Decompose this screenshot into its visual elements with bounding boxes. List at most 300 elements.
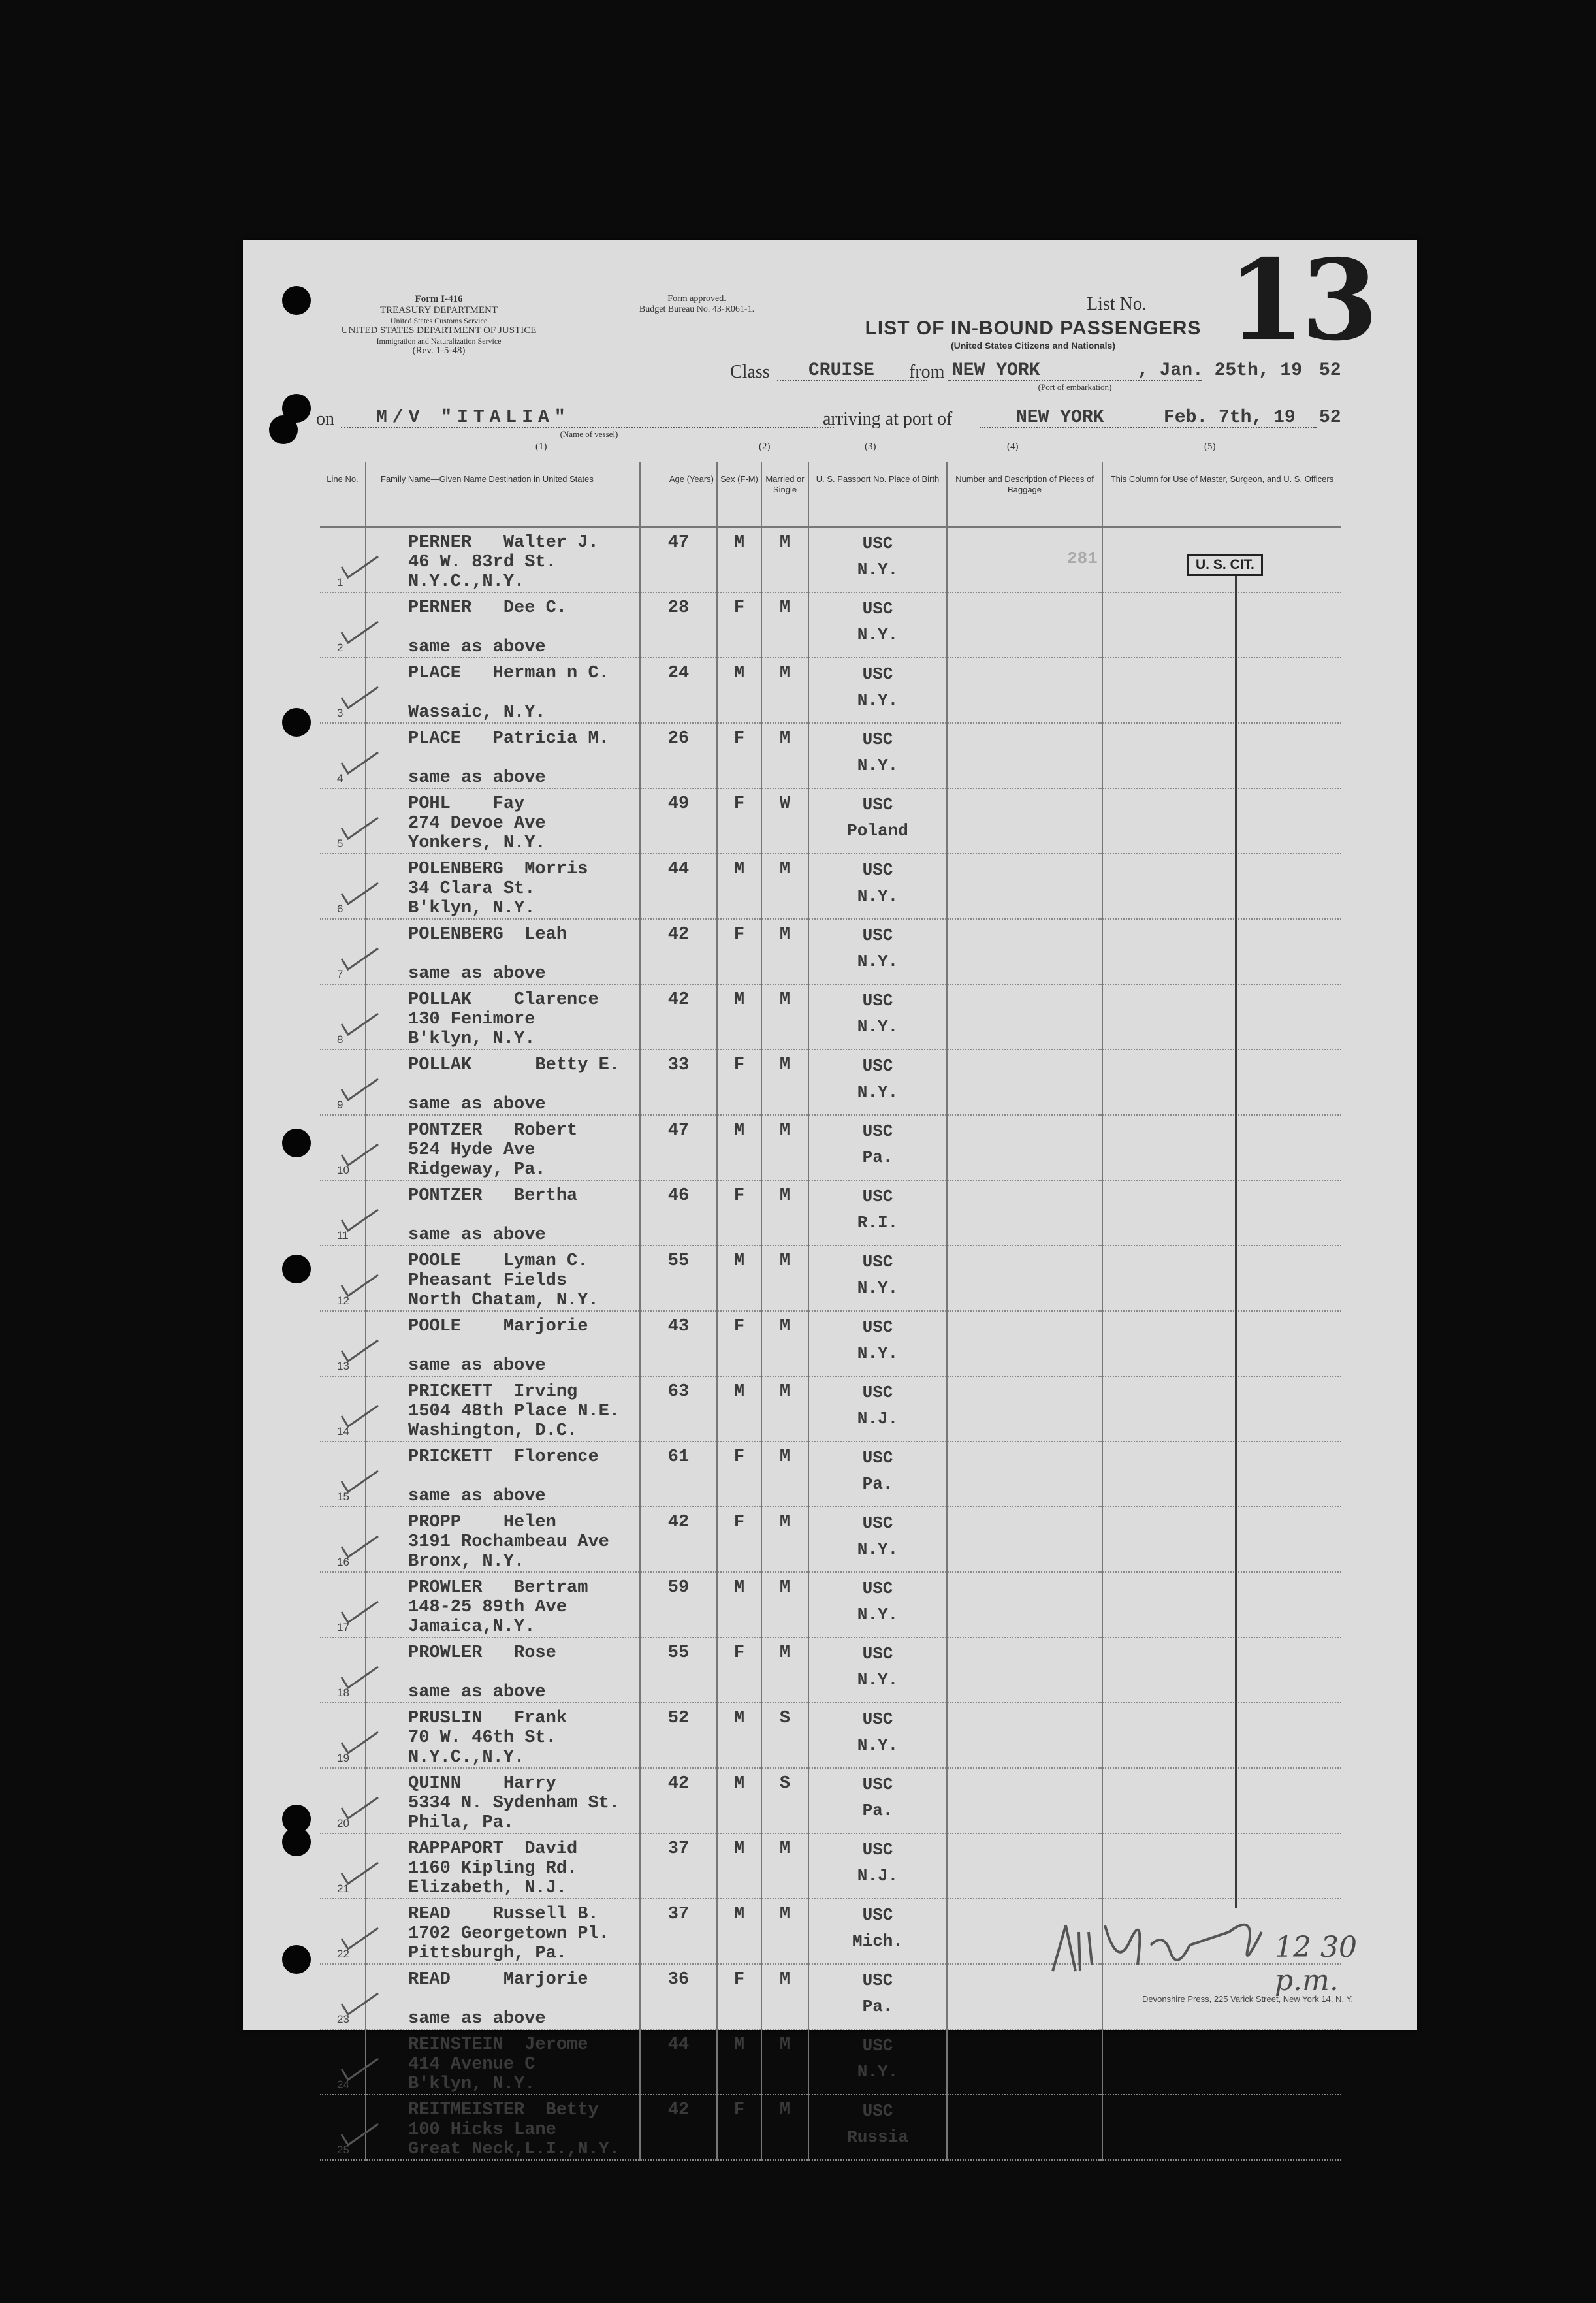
marital-cell <box>761 788 808 854</box>
sex-cell <box>717 1441 761 1507</box>
marital-cell-value: M <box>779 860 791 879</box>
printer-credit: Devonshire Press, 225 Varick Street, New York 14, N. Y. <box>1142 1994 1353 2004</box>
class-label: Class <box>730 362 770 382</box>
line-number: 5 <box>337 837 343 850</box>
age-cell <box>640 1768 717 1833</box>
line-number: 2 <box>337 641 343 654</box>
check-mark-icon <box>340 1534 379 1560</box>
passenger-name-cell <box>366 527 640 592</box>
age-cell <box>640 2029 717 2095</box>
marital-cell-value: M <box>779 1839 791 1859</box>
age-cell <box>640 1311 717 1376</box>
passenger-name-cell <box>366 1115 640 1180</box>
budget-label: Budget Bureau No. 43-R061-1. <box>639 304 755 315</box>
check-mark-icon <box>340 1076 379 1103</box>
passenger-name-cell-value: PONTZER Bertha same as above <box>408 1186 578 1245</box>
sex-cell <box>717 1768 761 1833</box>
age-cell <box>640 919 717 984</box>
sex-cell <box>717 658 761 723</box>
line-number: 24 <box>337 2078 349 2091</box>
passport-value: USC <box>862 1317 893 1337</box>
passenger-name-cell-value: PRUSLIN Frank 70 W. 46th St. N.Y.C.,N.Y. <box>408 1709 567 1767</box>
passenger-name-cell-value: RAPPAPORT David 1160 Kipling Rd. Elizabeth, N.J. <box>408 1839 578 1898</box>
passenger-name-cell-value: POLENBERG Morris 34 Clara St. B'klyn, N.Y. <box>408 860 588 918</box>
line-number: 21 <box>337 1882 349 1895</box>
check-mark-icon <box>340 1599 379 1625</box>
table-row <box>320 919 1341 984</box>
passport-cell <box>808 1115 947 1180</box>
ins-label: Immigration and Naturalization Service <box>376 336 502 346</box>
line-number: 13 <box>337 1360 349 1372</box>
class-underline <box>777 380 927 381</box>
officers-cell <box>1102 1703 1341 1768</box>
vessel-underline <box>341 427 834 428</box>
passenger-name-cell <box>366 1899 640 1964</box>
age-cell <box>640 1964 717 2029</box>
check-mark-icon <box>340 1011 379 1037</box>
marital-cell <box>761 1115 808 1180</box>
marital-cell <box>761 854 808 919</box>
place-of-birth: Pa. <box>862 1474 893 1494</box>
signature-time: 12 30 p.m. <box>1275 1931 1357 1997</box>
marital-cell <box>761 1703 808 1768</box>
passport-cell <box>808 1899 947 1964</box>
baggage-cell <box>947 919 1102 984</box>
passenger-name-cell-value: PROWLER Rose same as above <box>408 1643 556 1702</box>
passport-cell <box>808 1507 947 1572</box>
sex-cell <box>717 1180 761 1246</box>
marital-cell-value: M <box>779 925 791 944</box>
passenger-name-cell-value: READ Marjorie same as above <box>408 1970 588 2029</box>
age-cell-value: 37 <box>667 1839 690 1859</box>
baggage-cell <box>947 658 1102 723</box>
marital-cell-value: M <box>779 1970 791 1989</box>
marital-cell-value: M <box>779 533 791 553</box>
marital-cell-value: M <box>779 1513 791 1532</box>
officers-cell <box>1102 1246 1341 1311</box>
age-cell <box>640 1507 717 1572</box>
approved-label: Form approved. <box>667 294 726 304</box>
line-number: 1 <box>337 576 343 588</box>
sex-cell-value: F <box>733 2101 745 2120</box>
passport-cell <box>808 1964 947 2029</box>
marital-cell <box>761 592 808 658</box>
place-of-birth: N.Y. <box>857 690 899 710</box>
column-number-5: (5) <box>1204 442 1216 452</box>
age-cell <box>640 723 717 788</box>
officers-cell <box>1102 788 1341 854</box>
line-number: 12 <box>337 1295 349 1307</box>
age-cell-value: 46 <box>667 1186 690 1206</box>
passport-value: USC <box>862 926 893 945</box>
passport-cell <box>808 984 947 1050</box>
age-cell <box>640 1637 717 1703</box>
marital-cell-value: M <box>779 1382 791 1402</box>
page-title: LIST OF IN-BOUND PASSENGERS <box>865 317 1202 339</box>
list-number: 13 <box>1228 235 1375 366</box>
sex-cell <box>717 1703 761 1768</box>
officers-cell <box>1102 1507 1341 1572</box>
line-number: 25 <box>337 2144 349 2156</box>
passenger-name-cell-value: PERNER Walter J. 46 W. 83rd St. N.Y.C.,N.Y. <box>408 533 599 592</box>
age-cell <box>640 592 717 658</box>
age-cell-value: 42 <box>667 1774 690 1794</box>
marital-cell <box>761 1311 808 1376</box>
passenger-name-cell <box>366 1311 640 1376</box>
check-mark-icon <box>340 1730 379 1756</box>
passenger-name-cell-value: PERNER Dee C. same as above <box>408 598 567 657</box>
sex-cell-value: F <box>733 1186 745 1206</box>
sex-cell <box>717 1899 761 1964</box>
sex-cell-value: M <box>733 860 745 879</box>
passenger-name-cell-value: PRICKETT Irving 1504 48th Place N.E. Washington, D.C. <box>408 1382 620 1441</box>
passport-value: USC <box>862 534 893 553</box>
marital-cell <box>761 2029 808 2095</box>
age-cell-value: 37 <box>667 1905 690 1924</box>
officers-cell <box>1102 1180 1341 1246</box>
passport-cell <box>808 1637 947 1703</box>
column-number-4: (4) <box>1007 442 1019 452</box>
marital-cell <box>761 1964 808 2029</box>
passport-value: USC <box>862 2036 893 2055</box>
baggage-cell <box>947 854 1102 919</box>
baggage-cell <box>947 1703 1102 1768</box>
sex-cell-value: M <box>733 1121 745 1140</box>
passport-value: USC <box>862 1971 893 1990</box>
passport-cell <box>808 1572 947 1637</box>
passenger-name-cell-value: PONTZER Robert 524 Hyde Ave Ridgeway, Pa. <box>408 1121 578 1180</box>
sex-cell <box>717 788 761 854</box>
age-cell-value: 28 <box>667 598 690 618</box>
passenger-name-cell <box>366 592 640 658</box>
passport-cell <box>808 658 947 723</box>
line-number: 11 <box>337 1229 349 1242</box>
sex-cell-value: F <box>733 1513 745 1532</box>
passport-value: USC <box>862 1644 893 1664</box>
place-of-birth: N.Y. <box>857 1670 899 1690</box>
age-cell-value: 36 <box>667 1970 690 1989</box>
table-row <box>320 1703 1341 1768</box>
passenger-name-cell <box>366 1441 640 1507</box>
marital-cell-value: M <box>779 2101 791 2120</box>
approval-block <box>609 294 785 315</box>
passenger-name-cell <box>366 1180 640 1246</box>
place-of-birth: N.Y. <box>857 1344 899 1363</box>
passenger-name-cell-value: REINSTEIN Jerome 414 Avenue C B'klyn, N.Y. <box>408 2035 588 2094</box>
marital-cell <box>761 527 808 592</box>
passenger-name-cell-value: POOLE Lyman C. Pheasant Fields North Chatam, N.Y. <box>408 1251 599 1310</box>
age-cell-value: 55 <box>667 1251 690 1271</box>
sex-cell-value: M <box>733 1905 745 1924</box>
marital-cell <box>761 1376 808 1441</box>
passenger-name-cell-value: POOLE Marjorie same as above <box>408 1317 588 1376</box>
officers-cell <box>1102 2095 1341 2160</box>
passport-value: USC <box>862 2101 893 2121</box>
passport-value: USC <box>862 1121 893 1141</box>
page-subtitle: (United States Citizens and Nationals) <box>950 340 1116 351</box>
sex-cell <box>717 1637 761 1703</box>
sex-cell-value: M <box>733 2035 745 2055</box>
sex-cell <box>717 723 761 788</box>
baggage-cell <box>947 1050 1102 1115</box>
check-mark-icon <box>340 1795 379 1821</box>
sex-cell-value: F <box>733 925 745 944</box>
place-of-birth: N.Y. <box>857 1539 899 1559</box>
age-cell-value: 55 <box>667 1643 690 1663</box>
line-number: 6 <box>337 903 343 915</box>
line-number: 20 <box>337 1817 349 1829</box>
marital-cell-value: M <box>779 1447 791 1467</box>
age-cell-value: 42 <box>667 1513 690 1532</box>
age-cell <box>640 1246 717 1311</box>
place-of-birth: N.Y. <box>857 886 899 906</box>
passenger-name-cell-value: POHL Fay 274 Devoe Ave Yonkers, N.Y. <box>408 794 546 853</box>
officers-cell <box>1102 592 1341 658</box>
passenger-name-cell <box>366 1703 640 1768</box>
sex-cell-value: F <box>733 1317 745 1336</box>
marital-cell <box>761 1899 808 1964</box>
sex-cell-value: F <box>733 794 745 814</box>
from-value: NEW YORK <box>952 361 1040 381</box>
place-of-birth: N.Y. <box>857 2062 899 2082</box>
col-header-name: Family Name—Given Name Destination in United States <box>366 462 640 527</box>
marital-cell <box>761 984 808 1050</box>
line-number: 16 <box>337 1556 349 1568</box>
table-row <box>320 1311 1341 1376</box>
passport-cell <box>808 2029 947 2095</box>
table-row <box>320 1768 1341 1833</box>
sex-cell-value: M <box>733 1774 745 1794</box>
from-label: from <box>909 362 945 382</box>
sex-cell-value: F <box>733 1643 745 1663</box>
passenger-name-cell <box>366 2095 640 2160</box>
justice-label: UNITED STATES DEPARTMENT OF JUSTICE <box>341 325 537 336</box>
marital-cell-value: M <box>779 2035 791 2055</box>
officers-cell <box>1102 854 1341 919</box>
passenger-name-cell <box>366 1637 640 1703</box>
marital-cell-value: M <box>779 1251 791 1271</box>
age-cell <box>640 854 717 919</box>
age-cell <box>640 1180 717 1246</box>
passport-cell <box>808 1833 947 1899</box>
place-of-birth: Pa. <box>862 1997 893 2016</box>
age-cell <box>640 527 717 592</box>
passport-value: USC <box>862 1513 893 1533</box>
passport-value: USC <box>862 1187 893 1206</box>
officer-bracket-line <box>1235 576 1237 1908</box>
passport-cell <box>808 1246 947 1311</box>
punch-hole <box>282 286 311 315</box>
sex-cell-value: M <box>733 1839 745 1859</box>
passport-cell <box>808 1441 947 1507</box>
sex-cell-value: F <box>733 598 745 618</box>
baggage-cell <box>947 1246 1102 1311</box>
table-row <box>320 1441 1341 1507</box>
check-mark-icon <box>340 619 379 645</box>
sex-cell <box>717 592 761 658</box>
marital-cell-value: M <box>779 1905 791 1924</box>
sex-cell-value: F <box>733 1447 745 1467</box>
place-of-birth: Mich. <box>852 1931 903 1951</box>
passport-value: USC <box>862 1448 893 1468</box>
marital-cell <box>761 2095 808 2160</box>
punch-hole <box>282 708 311 737</box>
line-number: 9 <box>337 1099 343 1111</box>
marital-cell-value: S <box>779 1709 791 1728</box>
passport-value: USC <box>862 1709 893 1729</box>
col-header-married: Married or Single <box>761 462 808 527</box>
check-mark-icon <box>340 1925 379 1952</box>
age-cell <box>640 1833 717 1899</box>
age-cell-value: 63 <box>667 1382 690 1402</box>
sex-cell-value: F <box>733 1055 745 1075</box>
marital-cell <box>761 1637 808 1703</box>
place-of-birth: N.Y. <box>857 756 899 775</box>
line-number: 19 <box>337 1752 349 1764</box>
marital-cell <box>761 1768 808 1833</box>
table-row <box>320 658 1341 723</box>
place-of-birth: Russia <box>847 2127 908 2147</box>
sex-cell-value: M <box>733 664 745 683</box>
revision-label: (Rev. 1-5-48) <box>412 346 466 357</box>
place-of-birth: N.Y. <box>857 560 899 579</box>
table-row <box>320 2095 1341 2160</box>
passenger-name-cell <box>366 2029 640 2095</box>
passenger-name-cell <box>366 1572 640 1637</box>
sex-cell <box>717 527 761 592</box>
table-header-row <box>320 462 1341 527</box>
line-number: 17 <box>337 1621 349 1634</box>
place-of-birth: R.I. <box>857 1213 899 1232</box>
officers-cell <box>1102 723 1341 788</box>
arrival-year: 52 <box>1319 408 1341 428</box>
baggage-cell <box>947 1376 1102 1441</box>
age-cell <box>640 2095 717 2160</box>
punch-hole <box>269 415 298 444</box>
line-number: 4 <box>337 772 343 784</box>
col-header-baggage: Number and Description of Pieces of Baggage <box>947 462 1102 527</box>
on-label: on <box>316 409 334 429</box>
check-mark-icon <box>340 1991 379 2017</box>
line-number: 18 <box>337 1686 349 1699</box>
col-header-line: Line No. <box>320 462 366 527</box>
officers-cell <box>1102 1441 1341 1507</box>
age-cell-value: 52 <box>667 1709 690 1728</box>
passport-value: USC <box>862 991 893 1010</box>
line-number: 7 <box>337 968 343 980</box>
table-row <box>320 1246 1341 1311</box>
place-of-birth: Poland <box>847 821 908 841</box>
sex-cell-value: F <box>733 1970 745 1989</box>
passenger-name-cell-value: PROWLER Bertram 148-25 89th Ave Jamaica,N.Y. <box>408 1578 588 1637</box>
sex-cell <box>717 1246 761 1311</box>
table-row <box>320 854 1341 919</box>
passenger-name-cell <box>366 723 640 788</box>
passport-value: USC <box>862 1056 893 1076</box>
passenger-name-cell-value: POLLAK Clarence 130 Fenimore B'klyn, N.Y. <box>408 990 599 1049</box>
passport-cell <box>808 854 947 919</box>
table-row <box>320 723 1341 788</box>
marital-cell <box>761 919 808 984</box>
departure-year: 52 <box>1319 361 1341 381</box>
check-mark-icon <box>340 1142 379 1168</box>
vessel-name-note: (Name of vessel) <box>560 429 618 439</box>
baggage-cell <box>947 984 1102 1050</box>
passenger-name-cell <box>366 984 640 1050</box>
passenger-name-cell <box>366 788 640 854</box>
officers-cell <box>1102 2029 1341 2095</box>
officers-cell <box>1102 1050 1341 1115</box>
column-number-1: (1) <box>535 442 547 452</box>
sex-cell-value: M <box>733 533 745 553</box>
port-embarkation-note: (Port of embarkation) <box>1038 382 1112 392</box>
check-mark-icon <box>340 1403 379 1429</box>
officers-cell <box>1102 1768 1341 1833</box>
check-mark-icon <box>340 1664 379 1690</box>
age-cell-value: 24 <box>667 664 690 683</box>
place-of-birth: N.Y. <box>857 952 899 971</box>
officers-cell <box>1102 919 1341 984</box>
check-mark-icon <box>340 1272 379 1298</box>
check-mark-icon <box>340 815 379 841</box>
age-cell <box>640 1899 717 1964</box>
age-cell-value: 26 <box>667 729 690 749</box>
age-cell <box>640 1050 717 1115</box>
arrival-date: Feb. 7th, 19 <box>1164 408 1296 428</box>
age-cell-value: 42 <box>667 990 690 1010</box>
customs-label: United States Customs Service <box>390 315 488 325</box>
passport-value: USC <box>862 664 893 684</box>
table-row <box>320 1572 1341 1637</box>
check-mark-icon <box>340 1468 379 1494</box>
column-number-3: (3) <box>865 442 876 452</box>
table-row <box>320 1376 1341 1441</box>
passenger-name-cell-value: POLLAK Betty E. same as above <box>408 1055 620 1114</box>
marital-cell-value: M <box>779 1643 791 1663</box>
sex-cell-value: M <box>733 990 745 1010</box>
form-number: Form I-416 <box>415 294 463 304</box>
sex-cell <box>717 1964 761 2029</box>
table-row <box>320 1115 1341 1180</box>
age-cell <box>640 1572 717 1637</box>
marital-cell-value: M <box>779 1578 791 1598</box>
passenger-name-cell-value: POLENBERG Leah same as above <box>408 925 567 984</box>
baggage-cell <box>947 723 1102 788</box>
passport-value: USC <box>862 1252 893 1272</box>
punch-hole <box>282 1945 311 1974</box>
passport-cell <box>808 527 947 592</box>
sex-cell <box>717 2095 761 2160</box>
place-of-birth: N.J. <box>857 1866 899 1886</box>
table-row <box>320 592 1341 658</box>
line-number: 8 <box>337 1033 343 1046</box>
check-mark-icon <box>340 946 379 972</box>
table-row <box>320 2029 1341 2095</box>
arriving-label: arriving at port of <box>823 409 953 429</box>
passport-cell <box>808 1311 947 1376</box>
age-cell-value: 44 <box>667 860 690 879</box>
passenger-name-cell-value: PRICKETT Florence same as above <box>408 1447 599 1506</box>
marital-cell-value: M <box>779 1186 791 1206</box>
passport-value: USC <box>862 1579 893 1598</box>
sex-cell-value: M <box>733 1578 745 1598</box>
sex-cell-value: M <box>733 1709 745 1728</box>
passport-cell <box>808 1376 947 1441</box>
check-mark-icon <box>340 684 379 711</box>
officers-cell <box>1102 1376 1341 1441</box>
passenger-name-cell <box>366 1246 640 1311</box>
age-cell-value: 47 <box>667 533 690 553</box>
